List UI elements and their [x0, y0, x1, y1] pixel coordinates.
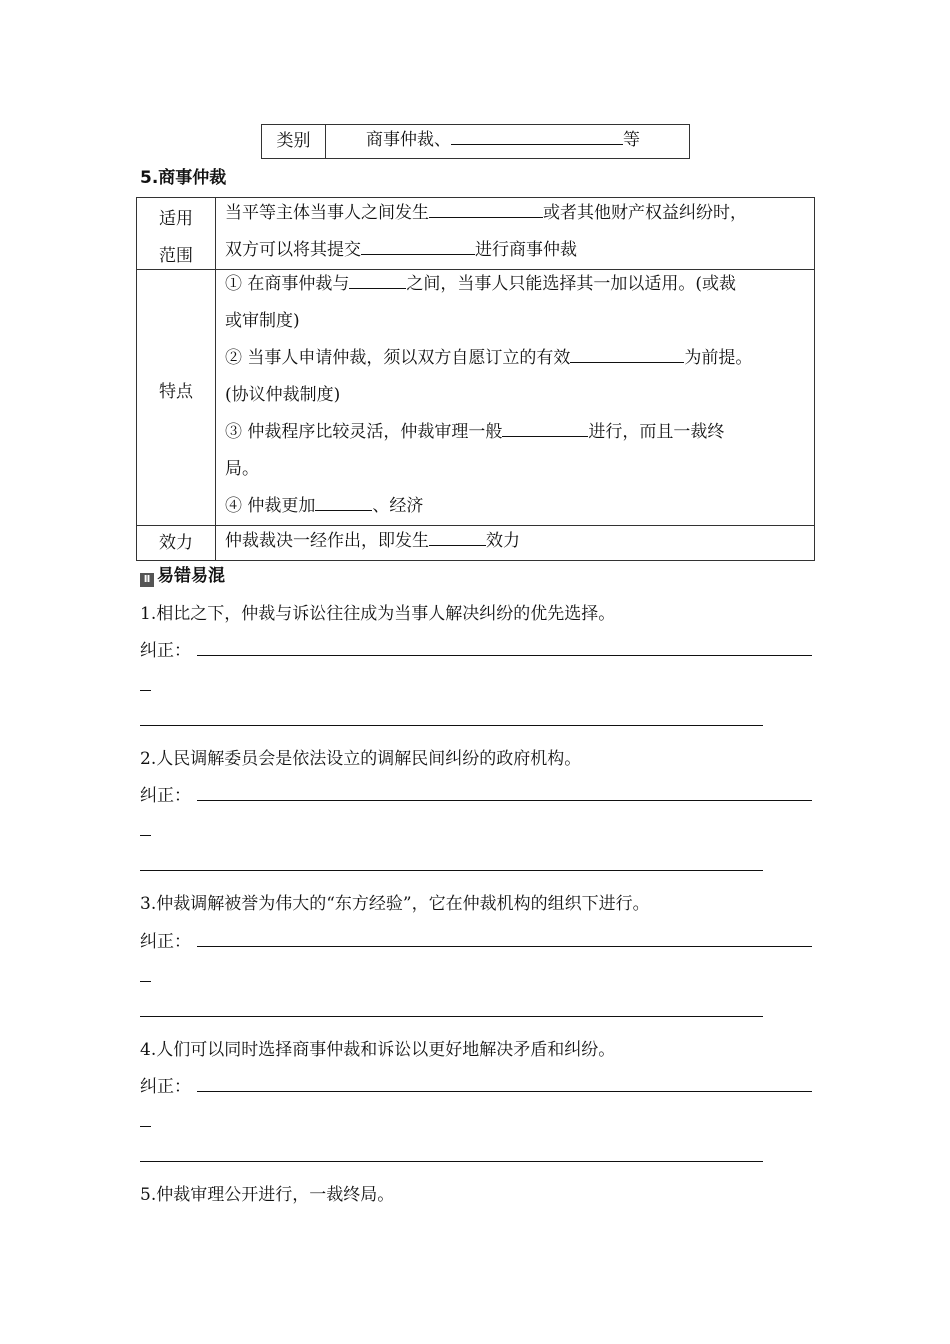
fill-blank[interactable]	[349, 271, 406, 289]
correction-row: 纠正：	[140, 636, 812, 660]
category-label: 类别	[262, 125, 326, 158]
features-label: 特点	[159, 382, 193, 402]
category-text-a: 商事仲裁、	[366, 130, 451, 150]
fill-blank[interactable]	[570, 345, 684, 363]
features-content: ① 在商事仲裁与 之间，当事人只能选择其一加以适用。(或裁 或审制度) ② 当事人申请仲裁，须以双方自愿订立的有效 为前提。 (协议仲裁制度) ③ 仲裁程序比较灵活，仲裁审理一般 进行，而且一裁终 局。 ④ 仲裁更加 、经济	[225, 266, 811, 525]
category-text-b: 等	[623, 130, 640, 150]
section-badge-icon: Ⅱ	[140, 573, 154, 587]
fill-blank[interactable]	[361, 237, 475, 255]
correction-row: 纠正：	[140, 927, 812, 951]
effect-content: 仲裁裁决一经作出，即发生 效力	[225, 524, 811, 558]
correction-answer-line[interactable]	[197, 946, 812, 947]
answer-line[interactable]	[140, 870, 763, 871]
error-item-5: 5.仲裁审理公开进行，一裁终局。	[140, 1185, 395, 1205]
error-item-3: 3.仲裁调解被誉为伟大的“东方经验”，它在仲裁机构的组织下进行。	[140, 894, 650, 914]
fill-blank[interactable]	[451, 127, 623, 145]
fill-blank[interactable]	[429, 200, 543, 218]
fill-blank[interactable]	[429, 528, 486, 546]
error-item-2: 2.人民调解委员会是依法设立的调解民间纠纷的政府机构。	[140, 749, 582, 769]
correction-answer-line[interactable]	[197, 800, 812, 801]
category-table	[261, 124, 690, 159]
answer-line[interactable]	[140, 725, 763, 726]
section-heading: 5.商事仲裁	[140, 168, 227, 188]
correction-row: 纠正：	[140, 781, 812, 805]
correction-answer-line[interactable]	[197, 1091, 812, 1092]
fill-blank[interactable]	[502, 419, 588, 437]
scope-content: 当平等主体当事人之间发生 或者其他财产权益纠纷时， 双方可以将其提交 进行商事仲裁	[225, 195, 811, 269]
commercial-arbitration-table	[136, 197, 815, 561]
error-item-4: 4.人们可以同时选择商事仲裁和诉讼以更好地解决矛盾和纠纷。	[140, 1040, 616, 1060]
correction-answer-line[interactable]	[197, 655, 812, 656]
correction-row: 纠正：	[140, 1072, 812, 1096]
errors-heading: Ⅱ 易错易混	[140, 561, 225, 587]
category-content	[366, 125, 640, 155]
answer-line[interactable]	[140, 1016, 763, 1017]
answer-line[interactable]	[140, 1161, 763, 1162]
effect-label: 效力	[159, 533, 193, 553]
scope-label: 适用 范围	[159, 209, 193, 266]
fill-blank[interactable]	[315, 493, 372, 511]
error-item-1: 1.相比之下，仲裁与诉讼往往成为当事人解决纠纷的优先选择。	[140, 604, 616, 624]
